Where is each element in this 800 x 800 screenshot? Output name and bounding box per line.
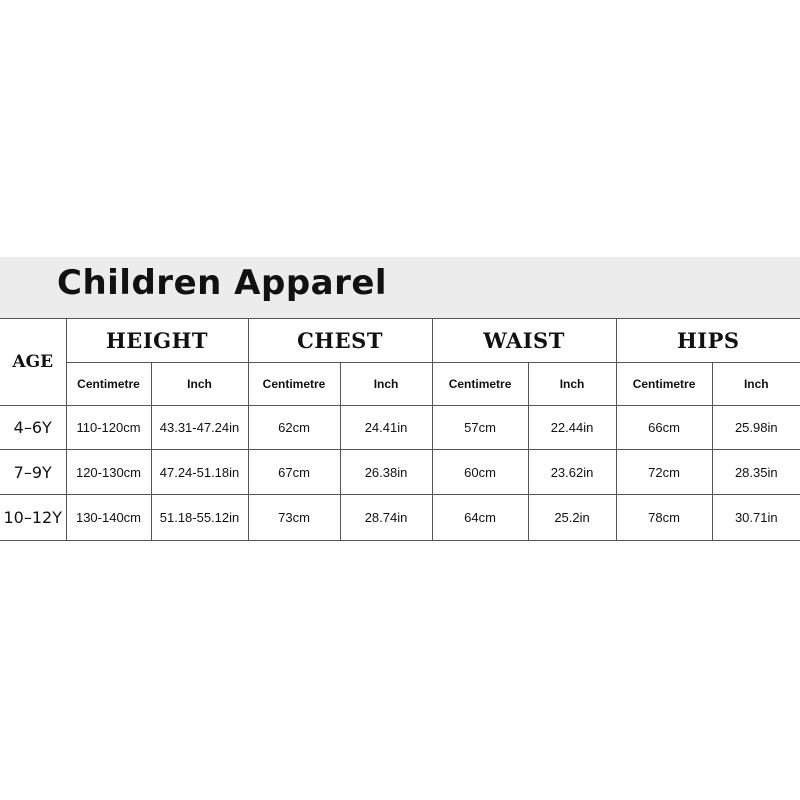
size-table xyxy=(0,318,800,541)
header-row-groups xyxy=(0,319,800,363)
header-hips: HIPS xyxy=(616,319,800,363)
table-cell: 67cm xyxy=(248,450,340,495)
table-cell: 120-130cm xyxy=(66,450,151,495)
header-waist: WAIST xyxy=(432,319,616,363)
unit-header: Centimetre xyxy=(66,363,151,406)
unit-header: Inch xyxy=(340,363,432,406)
table-cell: 25.98in xyxy=(712,406,800,450)
unit-header: Inch xyxy=(151,363,248,406)
table-cell: 78cm xyxy=(616,495,712,541)
table-row xyxy=(0,495,800,541)
table-cell: 22.44in xyxy=(528,406,616,450)
table-cell: 110-120cm xyxy=(66,406,151,450)
unit-header: Inch xyxy=(712,363,800,406)
unit-header: Centimetre xyxy=(432,363,528,406)
header-age: AGE xyxy=(0,319,66,406)
table-cell: 25.2in xyxy=(528,495,616,541)
table-row xyxy=(0,406,800,450)
table-cell: 130-140cm xyxy=(66,495,151,541)
header-row-units xyxy=(0,363,800,406)
table-cell: 64cm xyxy=(432,495,528,541)
table-cell: 47.24-51.18in xyxy=(151,450,248,495)
table-cell: 62cm xyxy=(248,406,340,450)
age-cell: 10–12Y xyxy=(0,495,66,541)
table-row xyxy=(0,450,800,495)
table-cell: 57cm xyxy=(432,406,528,450)
header-chest: CHEST xyxy=(248,319,432,363)
unit-header: Centimetre xyxy=(616,363,712,406)
table-cell: 28.35in xyxy=(712,450,800,495)
unit-header: Centimetre xyxy=(248,363,340,406)
table-cell: 28.74in xyxy=(340,495,432,541)
table-cell: 23.62in xyxy=(528,450,616,495)
table-cell: 30.71in xyxy=(712,495,800,541)
table-cell: 60cm xyxy=(432,450,528,495)
table-cell: 26.38in xyxy=(340,450,432,495)
age-cell: 4–6Y xyxy=(0,406,66,450)
age-cell: 7–9Y xyxy=(0,450,66,495)
table-cell: 72cm xyxy=(616,450,712,495)
chart-title: Children Apparel xyxy=(57,263,388,303)
table-cell: 73cm xyxy=(248,495,340,541)
table-cell: 51.18-55.12in xyxy=(151,495,248,541)
header-height: HEIGHT xyxy=(66,319,248,363)
table-cell: 24.41in xyxy=(340,406,432,450)
unit-header: Inch xyxy=(528,363,616,406)
table-cell: 66cm xyxy=(616,406,712,450)
table-cell: 43.31-47.24in xyxy=(151,406,248,450)
size-chart xyxy=(0,257,800,540)
title-band xyxy=(0,257,800,319)
